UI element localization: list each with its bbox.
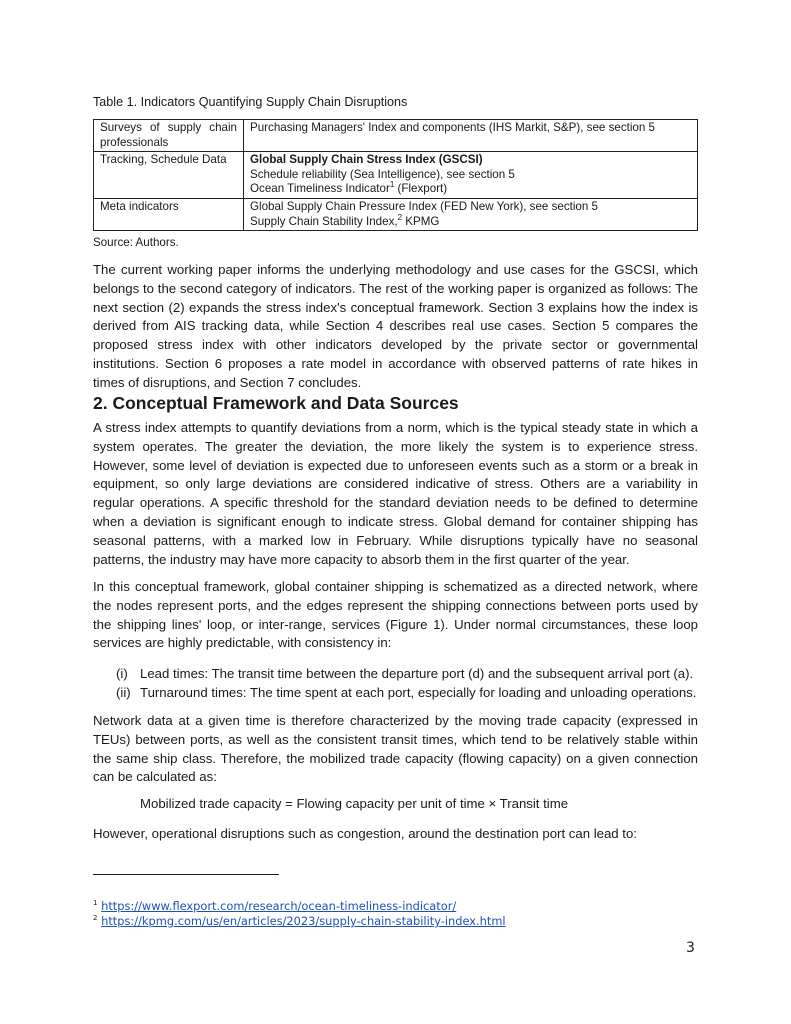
list-number: (ii) [116, 685, 131, 701]
indicator-item: Purchasing Managers' Index and components (IHS Markit, S&P), see section 5 [250, 121, 655, 134]
footnote-ref[interactable]: 1 [389, 180, 395, 190]
category-label: Tracking, Schedule Data [100, 153, 227, 167]
indicator-name: Ocean Timeliness Indicator [250, 182, 390, 196]
indicator-item [250, 182, 691, 197]
list-text: Lead times: The transit time between the departure port (d) and the subsequent arrival port (a). [140, 666, 694, 681]
table-cell-category [94, 120, 244, 152]
footnote-separator [93, 874, 279, 875]
footnote-ref[interactable]: 2 [397, 212, 403, 222]
table-cell-indicators [244, 198, 698, 230]
indicator-item: Schedule reliability (Sea Intelligence), see section 5 [250, 167, 515, 181]
footnote-number: 2 [93, 914, 98, 923]
table-caption: Table 1. Indicators Quantifying Supply Chain Disruptions [93, 95, 408, 109]
list-number: (i) [116, 666, 128, 681]
indicator-source: (Flexport) [397, 182, 448, 196]
table-cell-indicators [244, 152, 698, 199]
page-number: 3 [686, 940, 695, 956]
formula: Mobilized trade capacity = Flowing capacity per unit of time × Transit time [140, 796, 569, 811]
category-label: Surveys of supply chain [100, 121, 237, 134]
body-paragraph: However, operational disruptions such as congestion, around the destination port can lead to: [93, 826, 637, 841]
indicator-item [250, 212, 691, 230]
footnote [93, 899, 456, 913]
body-paragraph: A stress index attempts to quantify deviations from a norm, which is the typical steady state in which a system operates. The greater the deviation, the more likely the system is to experience stress. However, some level of deviation is expected due to unforeseen events such as a storm or a break in equipment, so only large deviations are considered indicative of stress. Others are a variability in regular operations. A specific threshold for the standard deviation needs to be defined to determine when a deviation is significant enough to indicate stress. Global demand for container shipping has seasonal patterns, with a marked low in February. While disruptions typically have no seasonal patterns, the industry may have more capacity to absorb them in the first quarter of the year. [93, 420, 698, 567]
indicator-name: Supply Chain Stability Index, [250, 214, 398, 228]
category-label: Meta indicators [100, 199, 179, 213]
numbered-list [116, 664, 696, 702]
footnote [93, 914, 506, 928]
table-source: Source: Authors. [93, 236, 179, 249]
list-item [116, 683, 696, 702]
table-row [94, 152, 698, 199]
intro-paragraph: The current working paper informs the underlying methodology and use cases for the GSCSI, which belongs to the second category of indicators. The rest of the working paper is organized as follows: The next section (2) expands the stress index's conceptual framework. Section 3 explains how the index is derived from AIS tracking data, while Section 4 describes real use cases. Section 5 compares the proposed stress index with other indicators developed by the private sector or governmental institutions. Section 6 proposes a rate model in accordance with observed patterns of rate hikes in times of disruptions, and Section 7 concludes. [93, 262, 698, 390]
footnote-number: 1 [93, 899, 98, 908]
footnote-link[interactable]: https://kpmg.com/us/en/articles/2023/supply-chain-stability-index.html [101, 914, 506, 928]
body-paragraph: In this conceptual framework, global container shipping is schematized as a directed network, where the nodes represent ports, and the edges represent the shipping connections between ports used by the shipping lines' loop, or inter-range, services (Figure 1). Under normal circumstances, these loop services are highly predictable, with consistency in: [93, 579, 698, 651]
table-row [94, 198, 698, 230]
list-text: Turnaround times: The time spent at each port, especially for loading and unloading operations. [140, 685, 697, 701]
indicator-item-gscsi: Global Supply Chain Stress Index (GSCSI) [250, 153, 483, 167]
body-paragraph: Network data at a given time is therefore characterized by the moving trade capacity (expressed in TEUs) between ports, as well as the consistent transit times, which tend to be relatively stable within the same ship class. Therefore, the mobilized trade capacity (flowing capacity) on a given connection can be calculated as: [93, 713, 698, 785]
section-heading: 2. Conceptual Framework and Data Sources [93, 393, 459, 413]
table-cell-category [94, 152, 244, 199]
table-cell-category [94, 198, 244, 230]
table-cell-indicators [244, 120, 698, 152]
indicators-table [93, 119, 698, 231]
category-label-cont: professionals [100, 135, 169, 149]
indicator-item: Global Supply Chain Pressure Index (FED New York), see section 5 [250, 199, 598, 213]
footnote-link[interactable]: https://www.flexport.com/research/ocean-timeliness-indicator/ [101, 899, 457, 913]
table-row [94, 120, 698, 152]
indicator-source: KPMG [405, 214, 440, 228]
list-item [116, 664, 696, 683]
